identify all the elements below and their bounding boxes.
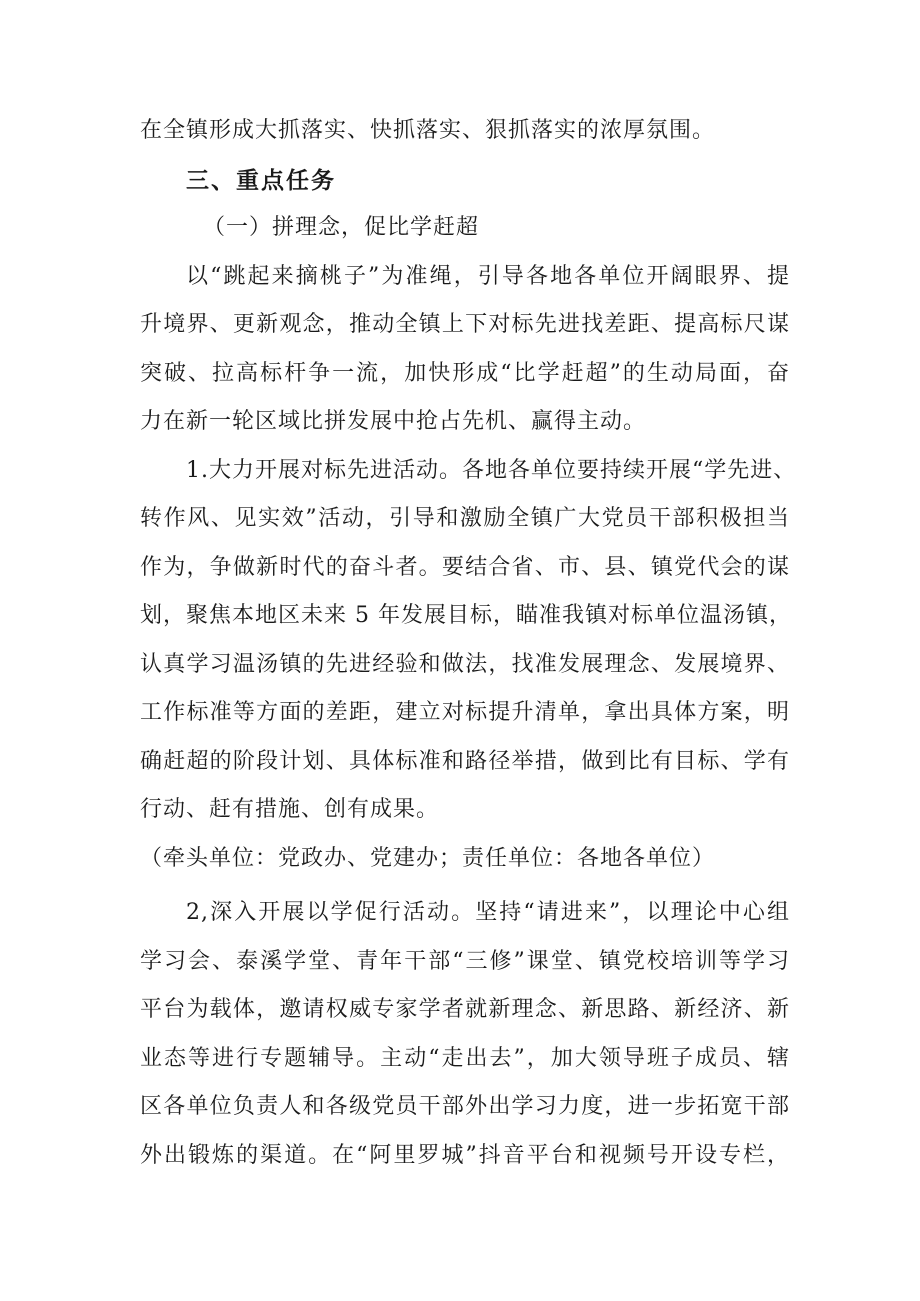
paragraph-line: 转作风、见实效”活动，引导和激励全镇广大党员干部积极担当 xyxy=(140,506,790,531)
paragraph-line: 1.大力开展对标先进活动。各地各单位要持续开展“学先进、 xyxy=(186,458,797,483)
paragraph-line: 平台为载体，邀请权威专家学者就新理念、新思路、新经济、新 xyxy=(140,997,790,1022)
paragraph-line: 升境界、更新观念，推动全镇上下对标先进找差距、提高标尺谋 xyxy=(140,312,790,337)
paragraph-line: 突破、拉高标杆争一流，加快形成“比学赶超”的生动局面，奋 xyxy=(140,361,790,386)
paragraph-line: 确赶超的阶段计划、具体标准和路径举措，做到比有目标、学有 xyxy=(140,749,790,774)
paragraph-line: 在全镇形成大抓落实、快抓落实、狠抓落实的浓厚氛围。 xyxy=(140,118,716,143)
paragraph-line: 区各单位负责人和各级党员干部外出学习力度，进一步拓宽干部 xyxy=(140,1094,790,1119)
paragraph-line: 外出锻炼的渠道。在“阿里罗城”抖音平台和视频号开设专栏， xyxy=(140,1143,790,1168)
paragraph-line: 行动、赶有措施、创有成果。 xyxy=(140,797,440,822)
responsibility-note: （牵头单位：党政办、党建办；责任单位：各地各单位） xyxy=(140,846,716,871)
paragraph-line: 学习会、泰溪学堂、青年干部“三修”课堂、镇党校培训等学习 xyxy=(140,949,790,974)
paragraph-line: 力在新一轮区域比拼发展中抢占先机、赢得主动。 xyxy=(140,409,647,434)
paragraph-line: 以“跳起来摘桃子”为准绳，引导各地各单位开阔眼界、提 xyxy=(186,264,790,289)
section-heading: 三、重点任务 xyxy=(186,168,336,194)
paragraph-line: 作为，争做新时代的奋斗者。要结合省、市、县、镇党代会的谋 xyxy=(140,555,790,580)
subsection-heading: （一）拼理念，促比学赶超 xyxy=(203,215,480,240)
paragraph-line: 业态等进行专题辅导。主动“走出去”，加大领导班子成员、辖 xyxy=(140,1046,790,1071)
paragraph-line: 工作标准等方面的差距，建立对标提升清单，拿出具体方案，明 xyxy=(140,700,790,725)
paragraph-line: 划，聚焦本地区未来 5 年发展目标，瞄准我镇对标单位温汤镇， xyxy=(140,603,792,628)
paragraph-line: 认真学习温汤镇的先进经验和做法，找准发展理念、发展境界、 xyxy=(140,652,790,677)
paragraph-line: 2,深入开展以学促行活动。坚持“请进来”，以理论中心组 xyxy=(186,900,790,925)
